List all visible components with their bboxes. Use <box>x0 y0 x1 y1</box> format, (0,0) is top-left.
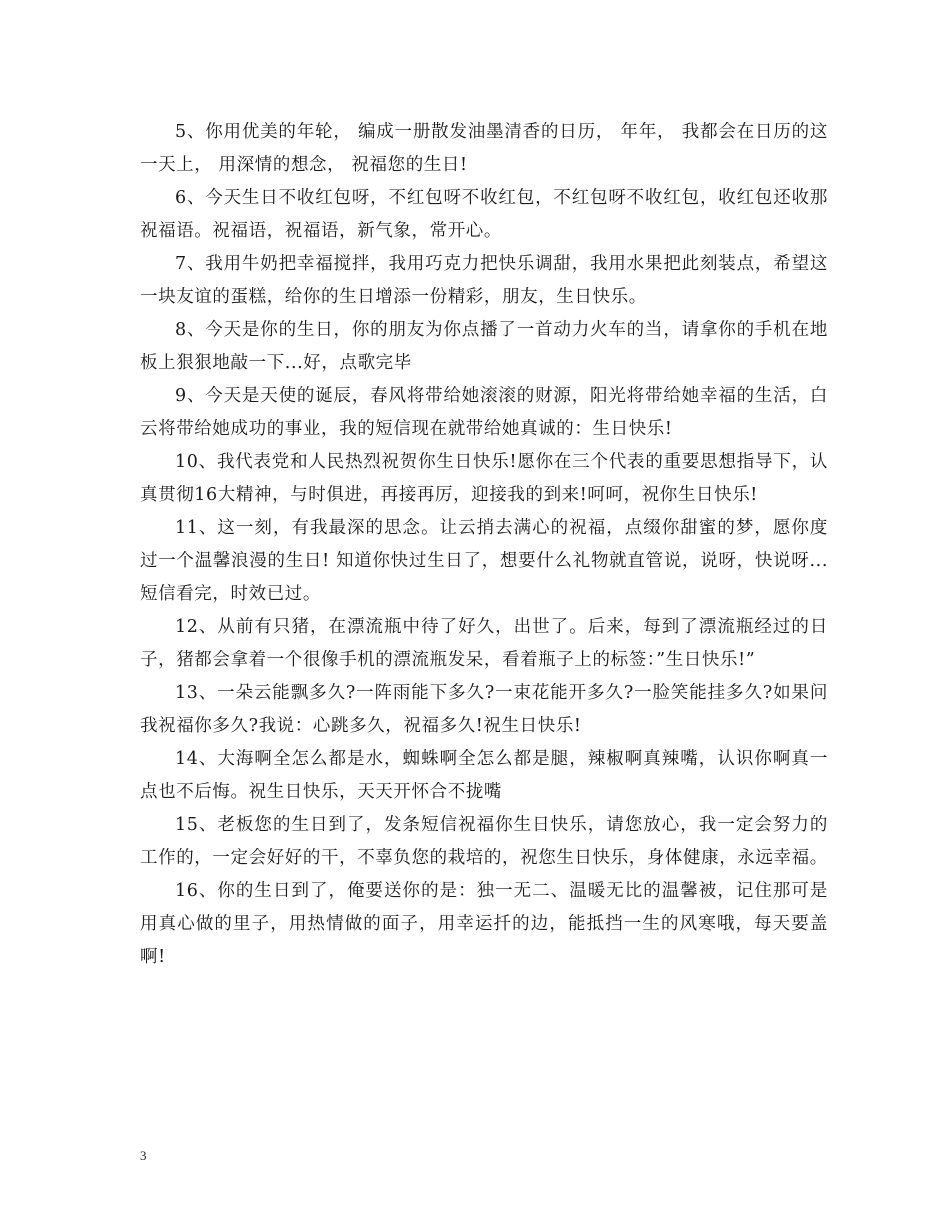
paragraph-11: 11、这一刻，有我最深的思念。让云捎去满心的祝福，点缀你甜蜜的梦，愿你度过一个温馨浪漫的生日! 知道你快过生日了，想要什么礼物就直管说，说呀，快说呀...短信看完，时效已过。 <box>140 518 828 604</box>
paragraph-5: 5、你用优美的年轮， 编成一册散发油墨清香的日历， 年年， 我都会在日历的这一天上， 用深情的想念， 祝福您的生日! <box>140 122 828 175</box>
paragraph-10: 10、我代表党和人民热烈祝贺你生日快乐!愿你在三个代表的重要思想指导下，认真贯彻16大精神，与时俱进，再接再厉，迎接我的到来!呵呵，祝你生日快乐! <box>140 452 828 505</box>
paragraph-6: 6、今天生日不收红包呀，不红包呀不收红包，不红包呀不收红包，收红包还收那祝福语。祝福语，祝福语，新气象，常开心。 <box>140 188 828 241</box>
paragraph-15: 15、老板您的生日到了，发条短信祝福你生日快乐，请您放心，我一定会努力的工作的，一定会好好的干，不辜负您的栽培的，祝您生日快乐，身体健康，永远幸福。 <box>140 815 828 868</box>
paragraph-13: 13、一朵云能飘多久?一阵雨能下多久?一束花能开多久?一脸笑能挂多久?如果问我祝福你多久?我说：心跳多久，祝福多久!祝生日快乐! <box>140 683 828 736</box>
paragraph-9: 9、今天是天使的诞辰，春风将带给她滚滚的财源，阳光将带给她幸福的生活，白云将带给她成功的事业，我的短信现在就带给她真诚的：生日快乐! <box>140 386 828 439</box>
paragraph-7: 7、我用牛奶把幸福搅拌，我用巧克力把快乐调甜，我用水果把此刻装点，希望这一块友谊的蛋糕，给你的生日增添一份精彩，朋友，生日快乐。 <box>140 254 828 307</box>
paragraph-12: 12、从前有只猪，在漂流瓶中待了好久，出世了。后来，每到了漂流瓶经过的日子，猪都会拿着一个很像手机的漂流瓶发呆，看着瓶子上的标签：”生日快乐!” <box>140 617 828 670</box>
paragraph-14: 14、大海啊全怎么都是水，蜘蛛啊全怎么都是腿，辣椒啊真辣嘴，认识你啊真一点也不后悔。祝生日快乐，天天开怀合不拢嘴 <box>140 749 828 802</box>
page-number: 3 <box>140 1148 147 1163</box>
paragraph-8: 8、今天是你的生日，你的朋友为你点播了一首动力火车的当，请拿你的手机在地板上狠狠地敲一下...好，点歌完毕 <box>140 320 828 373</box>
paragraph-16: 16、你的生日到了，俺要送你的是：独一无二、温暖无比的温馨被，记住那可是用真心做的里子，用热情做的面子，用幸运扦的边，能抵挡一生的风寒哦，每天要盖啊! <box>140 881 828 967</box>
document-body <box>140 116 828 974</box>
